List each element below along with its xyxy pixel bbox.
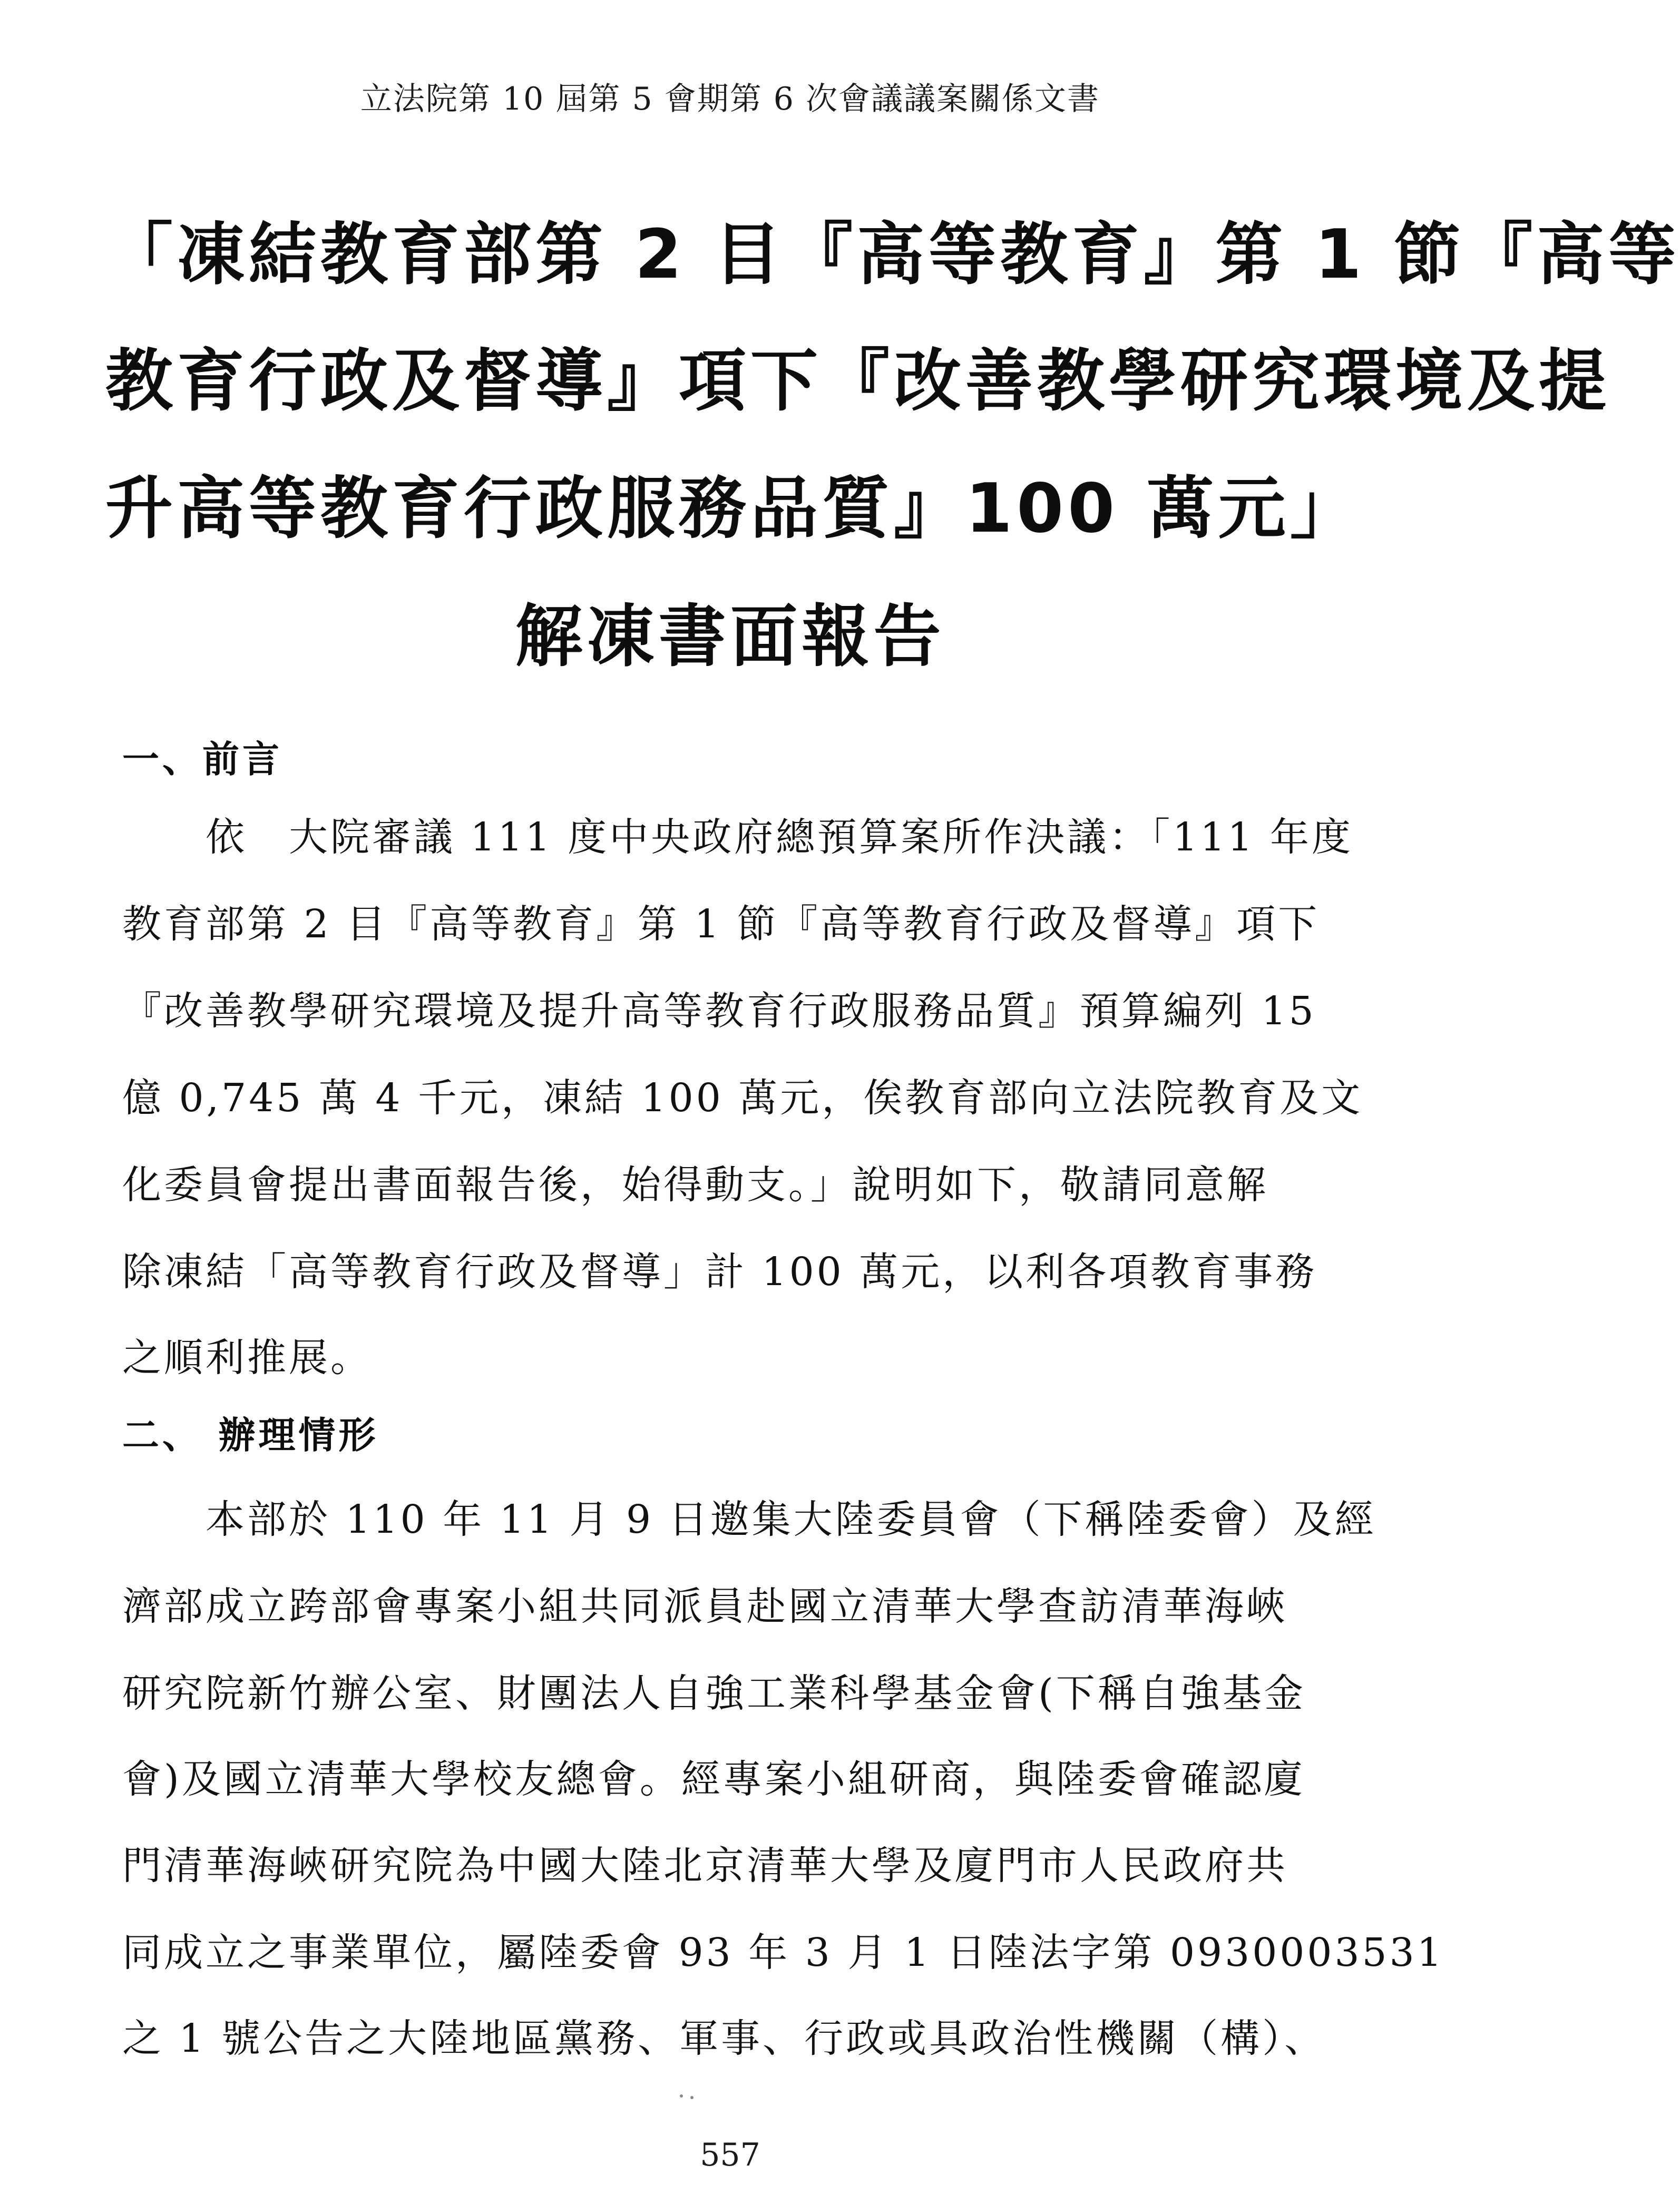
section-1-line: 之順利推展。: [122, 1335, 372, 1380]
title-line-2: 教育行政及督導』項下『改善教學研究環境及提: [105, 342, 1611, 420]
title-line-1: 「凍結教育部第 2 目『高等教育』第 1 節『高等: [105, 215, 1680, 294]
section-1-line: 『改善教學研究環境及提升高等教育行政服務品質』預算編列 15: [122, 988, 1316, 1034]
section-2-line: 同成立之事業單位，屬陸委會 93 年 3 月 1 日陸法字第 0930003531: [122, 1930, 1444, 1975]
section-1-line: 教育部第 2 目『高等教育』第 1 節『高等教育行政及督導』項下: [122, 902, 1320, 947]
section-1-line: 億 0,745 萬 4 千元，凍結 100 萬元，俟教育部向立法院教育及文: [122, 1075, 1363, 1121]
scan-speck: [690, 2096, 694, 2099]
section-1-line: 除凍結「高等教育行政及督導」計 100 萬元，以利各項教育事務: [122, 1249, 1317, 1295]
title-line-4: 解凍書面報告: [515, 597, 945, 676]
section-1-line: 依 大院審議 111 度中央政府總預算案所作決議：「111 年度: [206, 815, 1354, 860]
section-2-heading: 二、 辦理情形: [122, 1414, 379, 1457]
section-2-line: 本部於 110 年 11 月 9 日邀集大陸委員會（下稱陸委會）及經: [206, 1497, 1376, 1542]
scan-speck: [680, 2094, 683, 2098]
section-1-heading: 一、前言: [122, 738, 282, 781]
title-line-3: 升高等教育行政服務品質』100 萬元」: [105, 469, 1362, 548]
page-number: 557: [700, 2137, 760, 2173]
running-header: 立法院第 10 屆第 5 會期第 6 次會議議案關係文書: [360, 81, 1100, 117]
section-2-line: 濟部成立跨部會專案小組共同派員赴國立清華大學查訪清華海峽: [122, 1584, 1288, 1629]
section-2-line: 之 1 號公告之大陸地區黨務、軍事、行政或具政治性機關（構）、: [122, 2016, 1326, 2061]
section-2-line: 門清華海峽研究院為中國大陸北京清華大學及廈門市人民政府共: [122, 1843, 1288, 1888]
section-2-line: 研究院新竹辦公室、財團法人自強工業科學基金會(下稱自強基金: [122, 1671, 1306, 1716]
section-2-line: 會)及國立清華大學校友總會。經專案小組研商，與陸委會確認廈: [122, 1757, 1306, 1802]
section-1-line: 化委員會提出書面報告後，始得動支。」說明如下，敬請同意解: [122, 1162, 1268, 1208]
